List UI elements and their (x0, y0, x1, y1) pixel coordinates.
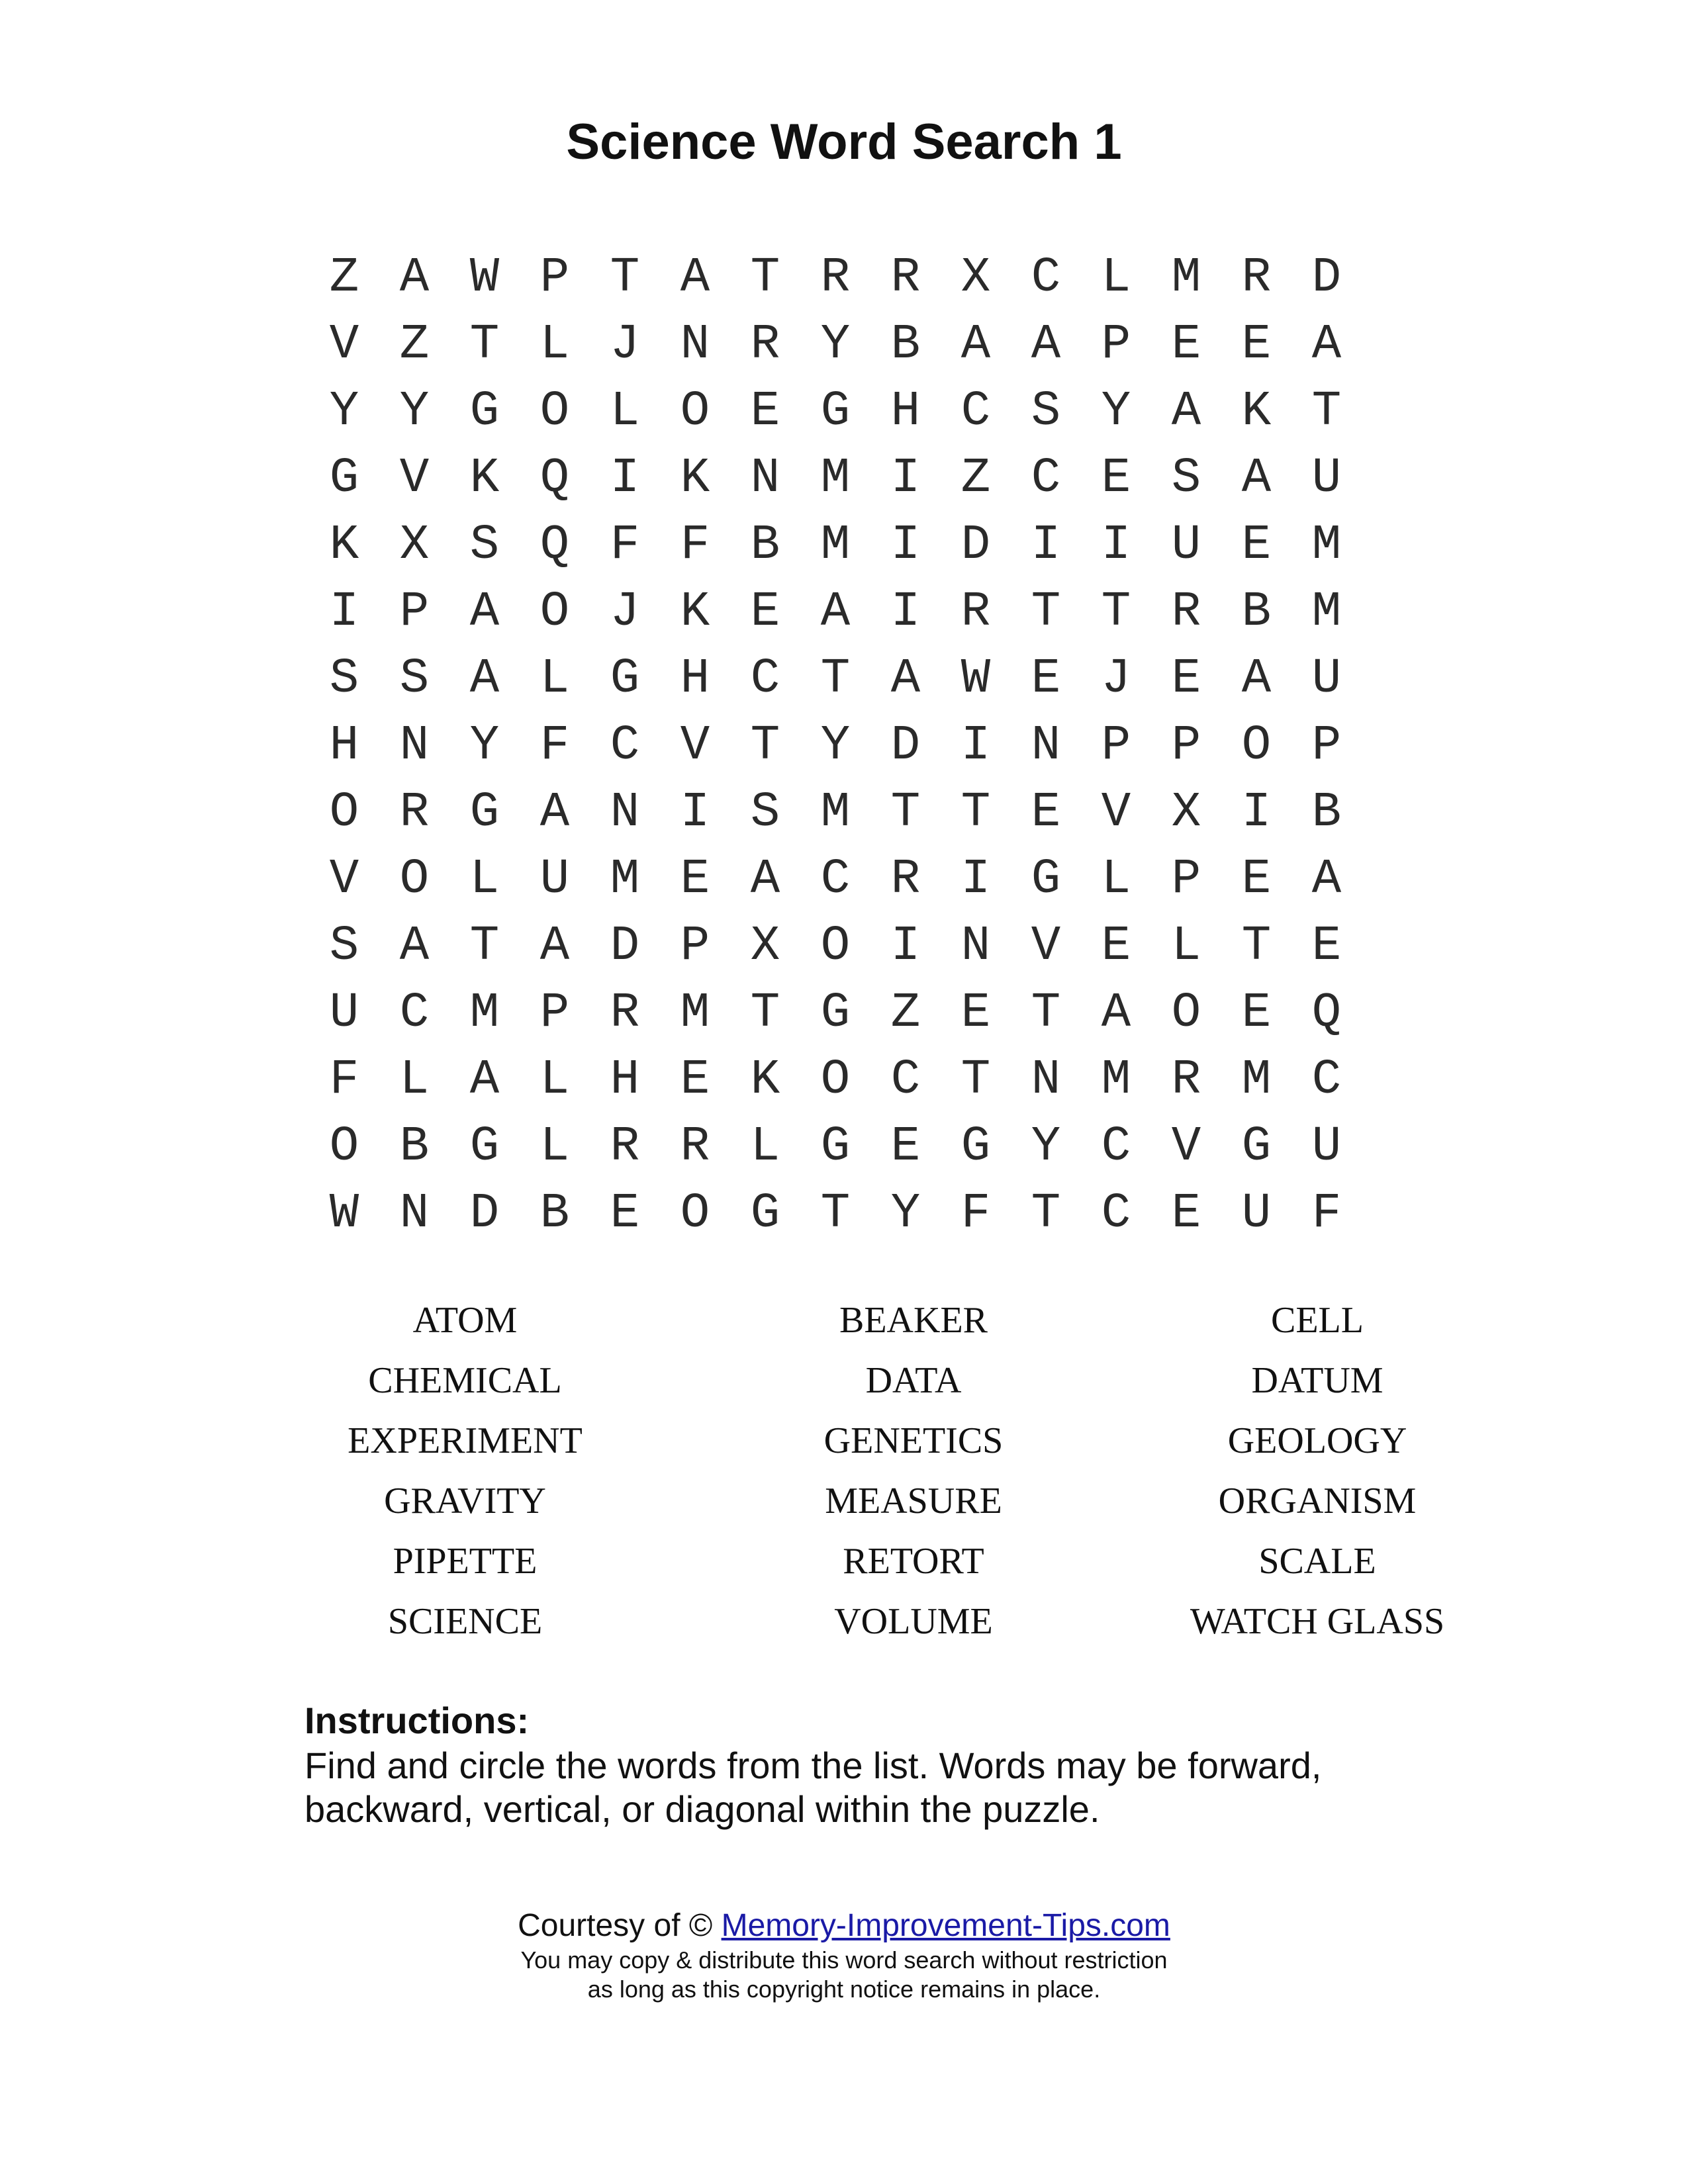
grid-letter: B (890, 317, 921, 373)
grid-letter: F (680, 518, 710, 573)
grid-letter: B (1241, 584, 1272, 640)
grid-letter: Z (961, 451, 991, 506)
word-list-item: ATOM (412, 1300, 518, 1341)
word-list-item: RETORT (843, 1541, 984, 1582)
grid-letter: E (750, 384, 780, 439)
grid-letter: G (469, 1119, 500, 1175)
grid-letter: J (610, 317, 640, 373)
grid-letter: G (1241, 1119, 1272, 1175)
grid-letter: V (1101, 785, 1131, 841)
memory-improvement-tips-link[interactable]: Memory-Improvement-Tips.com (721, 1908, 1170, 1943)
grid-row (309, 579, 1368, 646)
grid-letter: N (399, 1186, 430, 1242)
grid-letter: U (1311, 1119, 1342, 1175)
word-list (265, 1291, 1523, 1652)
grid-letter: E (961, 985, 991, 1041)
grid-letter: L (539, 317, 570, 373)
grid-letter: L (539, 1052, 570, 1108)
grid-letter: V (329, 317, 359, 373)
grid-letter: B (539, 1186, 570, 1242)
grid-letter: G (329, 451, 359, 506)
grid-letter: X (750, 919, 780, 974)
grid-row (309, 379, 1368, 445)
grid-letter: A (539, 919, 570, 974)
grid-letter: G (961, 1119, 991, 1175)
grid-letter: E (1241, 985, 1272, 1041)
grid-letter: S (469, 518, 500, 573)
grid-letter: R (820, 250, 851, 306)
word-list-item: BEAKER (839, 1300, 988, 1341)
grid-letter: O (329, 785, 359, 841)
grid-letter: S (329, 651, 359, 707)
grid-letter: M (1171, 250, 1201, 306)
grid-letter: R (1171, 1052, 1201, 1108)
grid-letter: Y (329, 384, 359, 439)
grid-letter: W (961, 651, 991, 707)
grid-letter: Y (1101, 384, 1131, 439)
grid-letter: Y (399, 384, 430, 439)
grid-row (309, 245, 1368, 312)
grid-letter: I (961, 718, 991, 774)
grid-letter: A (1171, 384, 1201, 439)
grid-letter: R (1171, 584, 1201, 640)
grid-letter: E (1031, 651, 1061, 707)
grid-letter: C (750, 651, 780, 707)
grid-letter: T (1031, 584, 1061, 640)
grid-letter: C (399, 985, 430, 1041)
grid-letter: N (961, 919, 991, 974)
grid-letter: J (610, 584, 640, 640)
grid-letter: G (610, 651, 640, 707)
grid-letter: O (1171, 985, 1201, 1041)
grid-letter: P (399, 584, 430, 640)
grid-letter: P (1171, 852, 1201, 907)
grid-letter: I (610, 451, 640, 506)
grid-letter: I (890, 584, 921, 640)
grid-row (309, 1114, 1368, 1181)
grid-row (309, 980, 1368, 1047)
grid-letter: T (820, 1186, 851, 1242)
grid-letter: R (890, 250, 921, 306)
grid-letter: N (610, 785, 640, 841)
grid-letter: E (1031, 785, 1061, 841)
grid-letter: A (399, 919, 430, 974)
grid-letter: I (329, 584, 359, 640)
grid-letter: Y (890, 1186, 921, 1242)
grid-letter: L (1101, 852, 1131, 907)
grid-letter: Q (539, 518, 570, 573)
word-list-item: VOLUME (834, 1601, 993, 1642)
grid-letter: F (961, 1186, 991, 1242)
grid-letter: T (1241, 919, 1272, 974)
grid-letter: M (820, 785, 851, 841)
grid-letter: H (890, 384, 921, 439)
grid-letter: P (1101, 718, 1131, 774)
grid-letter: P (680, 919, 710, 974)
grid-letter: Q (1311, 985, 1342, 1041)
grid-letter: Y (820, 317, 851, 373)
word-list-item: SCIENCE (387, 1601, 543, 1642)
grid-letter: T (610, 250, 640, 306)
grid-letter: Y (820, 718, 851, 774)
grid-letter: H (329, 718, 359, 774)
grid-letter: V (680, 718, 710, 774)
grid-letter: Y (469, 718, 500, 774)
grid-letter: R (1241, 250, 1272, 306)
grid-letter: C (890, 1052, 921, 1108)
grid-letter: T (469, 919, 500, 974)
grid-letter: S (750, 785, 780, 841)
grid-letter: N (1031, 1052, 1061, 1108)
grid-row (309, 646, 1368, 713)
grid-letter: P (1171, 718, 1201, 774)
grid-row (309, 312, 1368, 379)
grid-letter: A (469, 584, 500, 640)
grid-letter: T (469, 317, 500, 373)
grid-letter: F (1311, 1186, 1342, 1242)
grid-letter: R (680, 1119, 710, 1175)
grid-letter: T (890, 785, 921, 841)
grid-letter: T (750, 718, 780, 774)
grid-letter: A (680, 250, 710, 306)
grid-letter: O (680, 384, 710, 439)
footer (0, 1906, 1688, 2004)
grid-letter: L (1171, 919, 1201, 974)
grid-letter: O (539, 384, 570, 439)
grid-letter: T (1031, 985, 1061, 1041)
grid-letter: Q (539, 451, 570, 506)
word-list-item: WATCH GLASS (1190, 1601, 1445, 1642)
grid-letter: E (1171, 1186, 1201, 1242)
grid-letter: R (961, 584, 991, 640)
grid-letter: C (1031, 250, 1061, 306)
grid-letter: U (329, 985, 359, 1041)
grid-letter: E (890, 1119, 921, 1175)
grid-letter: D (469, 1186, 500, 1242)
grid-letter: D (890, 718, 921, 774)
grid-letter: K (750, 1052, 780, 1108)
grid-letter: G (750, 1186, 780, 1242)
grid-letter: U (1171, 518, 1201, 573)
grid-letter: C (1031, 451, 1061, 506)
grid-letter: T (961, 785, 991, 841)
grid-letter: T (750, 985, 780, 1041)
grid-letter: A (1241, 451, 1272, 506)
grid-letter: U (1241, 1186, 1272, 1242)
grid-letter: L (539, 651, 570, 707)
grid-row (309, 713, 1368, 780)
grid-letter: G (820, 985, 851, 1041)
grid-letter: E (680, 1052, 710, 1108)
grid-letter: T (1101, 584, 1131, 640)
grid-letter: T (820, 651, 851, 707)
word-list-column-2 (708, 1291, 1119, 1652)
grid-letter: K (680, 451, 710, 506)
grid-letter: M (1311, 518, 1342, 573)
grid-letter: O (329, 1119, 359, 1175)
grid-letter: U (1311, 451, 1342, 506)
grid-letter: D (961, 518, 991, 573)
word-list-item: CELL (1271, 1300, 1364, 1341)
grid-letter: M (1101, 1052, 1131, 1108)
grid-letter: L (1101, 250, 1131, 306)
grid-letter: K (1241, 384, 1272, 439)
grid-letter: A (890, 651, 921, 707)
grid-letter: K (680, 584, 710, 640)
word-list-column-1 (298, 1291, 632, 1652)
grid-letter: E (1241, 518, 1272, 573)
grid-letter: L (750, 1119, 780, 1175)
grid-letter: N (1031, 718, 1061, 774)
grid-letter: O (539, 584, 570, 640)
grid-letter: A (750, 852, 780, 907)
grid-letter: E (1171, 651, 1201, 707)
grid-letter: C (1101, 1186, 1131, 1242)
grid-letter: I (1101, 518, 1131, 573)
grid-letter: P (1101, 317, 1131, 373)
grid-letter: K (469, 451, 500, 506)
grid-row (309, 780, 1368, 846)
grid-letter: B (750, 518, 780, 573)
grid-letter: W (469, 250, 500, 306)
grid-letter: D (610, 919, 640, 974)
grid-letter: C (1101, 1119, 1131, 1175)
grid-letter: D (1311, 250, 1342, 306)
grid-letter: G (820, 1119, 851, 1175)
word-list-column-3 (1112, 1291, 1523, 1652)
grid-letter: O (820, 1052, 851, 1108)
grid-letter: C (820, 852, 851, 907)
grid-letter: A (539, 785, 570, 841)
grid-letter: G (469, 785, 500, 841)
grid-letter: X (399, 518, 430, 573)
grid-letter: O (680, 1186, 710, 1242)
grid-letter: I (680, 785, 710, 841)
word-list-item: EXPERIMENT (348, 1420, 583, 1461)
word-search-grid (309, 245, 1368, 1248)
grid-letter: H (680, 651, 710, 707)
grid-letter: I (1241, 785, 1272, 841)
instructions-heading: Instructions: (305, 1700, 530, 1741)
grid-letter: T (1031, 1186, 1061, 1242)
grid-letter: A (399, 250, 430, 306)
copyright-note-line-1: You may copy & distribute this word search without restriction (520, 1946, 1168, 1974)
grid-letter: I (890, 919, 921, 974)
grid-letter: G (1031, 852, 1061, 907)
grid-letter: A (1311, 317, 1342, 373)
grid-letter: U (539, 852, 570, 907)
grid-letter: X (961, 250, 991, 306)
grid-letter: E (750, 584, 780, 640)
grid-row (309, 1181, 1368, 1248)
grid-letter: A (961, 317, 991, 373)
grid-letter: T (750, 250, 780, 306)
grid-letter: R (610, 1119, 640, 1175)
grid-letter: M (1311, 584, 1342, 640)
grid-row (309, 846, 1368, 913)
instructions (305, 1698, 1430, 1831)
grid-letter: S (1031, 384, 1061, 439)
grid-letter: X (1171, 785, 1201, 841)
grid-letter: F (610, 518, 640, 573)
grid-letter: S (399, 651, 430, 707)
grid-row (309, 445, 1368, 512)
grid-letter: M (820, 518, 851, 573)
grid-letter: G (820, 384, 851, 439)
grid-letter: R (610, 985, 640, 1041)
grid-letter: A (1311, 852, 1342, 907)
grid-letter: K (329, 518, 359, 573)
grid-letter: M (1241, 1052, 1272, 1108)
grid-letter: S (1171, 451, 1201, 506)
grid-letter: A (1241, 651, 1272, 707)
word-list-item: GRAVITY (384, 1480, 546, 1522)
grid-letter: R (890, 852, 921, 907)
grid-letter: R (750, 317, 780, 373)
grid-letter: L (399, 1052, 430, 1108)
word-list-item: SCALE (1258, 1541, 1376, 1582)
grid-letter: J (1101, 651, 1131, 707)
grid-letter: R (399, 785, 430, 841)
grid-letter: U (1311, 651, 1342, 707)
grid-letter: V (1031, 919, 1061, 974)
grid-letter: B (1311, 785, 1342, 841)
grid-letter: V (399, 451, 430, 506)
grid-letter: C (1311, 1052, 1342, 1108)
grid-letter: T (961, 1052, 991, 1108)
grid-letter: Z (399, 317, 430, 373)
grid-letter: G (469, 384, 500, 439)
instructions-line-1: Find and circle the words from the list. Words may be forward, (305, 1745, 1322, 1786)
grid-letter: A (820, 584, 851, 640)
grid-letter: M (469, 985, 500, 1041)
grid-letter: I (1031, 518, 1061, 573)
grid-letter: L (539, 1119, 570, 1175)
grid-letter: I (961, 852, 991, 907)
grid-letter: E (1311, 919, 1342, 974)
grid-letter: N (750, 451, 780, 506)
grid-letter: P (539, 985, 570, 1041)
grid-letter: N (680, 317, 710, 373)
grid-row (309, 512, 1368, 579)
grid-letter: Y (1031, 1119, 1061, 1175)
grid-letter: E (680, 852, 710, 907)
grid-letter: E (1101, 451, 1131, 506)
word-list-item: GENETICS (823, 1420, 1004, 1461)
grid-letter: O (1241, 718, 1272, 774)
word-list-item: DATUM (1251, 1360, 1383, 1401)
grid-letter: W (329, 1186, 359, 1242)
grid-letter: B (399, 1119, 430, 1175)
courtesy-line (0, 1906, 1688, 1946)
grid-letter: C (610, 718, 640, 774)
grid-letter: V (1171, 1119, 1201, 1175)
grid-letter: E (1241, 852, 1272, 907)
word-list-item: DATA (865, 1360, 962, 1401)
word-list-item: ORGANISM (1218, 1480, 1417, 1522)
grid-letter: Z (890, 985, 921, 1041)
grid-letter: L (610, 384, 640, 439)
grid-letter: Z (329, 250, 359, 306)
copyright-note-line-2: as long as this copyright notice remains in place. (587, 1976, 1101, 2003)
grid-letter: F (329, 1052, 359, 1108)
grid-letter: A (469, 651, 500, 707)
page-title: Science Word Search 1 (566, 114, 1122, 170)
grid-letter: E (610, 1186, 640, 1242)
grid-letter: P (1311, 718, 1342, 774)
grid-letter: M (820, 451, 851, 506)
grid-letter: C (961, 384, 991, 439)
grid-letter: A (1031, 317, 1061, 373)
grid-letter: N (399, 718, 430, 774)
grid-letter: L (469, 852, 500, 907)
grid-letter: M (680, 985, 710, 1041)
grid-letter: I (890, 518, 921, 573)
word-list-item: GEOLOGY (1227, 1420, 1407, 1461)
grid-row (309, 913, 1368, 980)
grid-letter: A (1101, 985, 1131, 1041)
grid-letter: E (1241, 317, 1272, 373)
grid-letter: T (1311, 384, 1342, 439)
grid-row (309, 1047, 1368, 1114)
grid-letter: E (1101, 919, 1131, 974)
word-list-item: PIPETTE (393, 1541, 538, 1582)
grid-letter: P (539, 250, 570, 306)
courtesy-prefix: Courtesy of © (518, 1908, 722, 1943)
grid-letter: F (539, 718, 570, 774)
grid-letter: E (1171, 317, 1201, 373)
grid-letter: I (890, 451, 921, 506)
word-list-item: MEASURE (825, 1480, 1002, 1522)
grid-letter: V (329, 852, 359, 907)
grid-letter: A (469, 1052, 500, 1108)
word-list-item: CHEMICAL (368, 1360, 562, 1401)
grid-letter: O (820, 919, 851, 974)
grid-letter: O (399, 852, 430, 907)
grid-letter: M (610, 852, 640, 907)
grid-letter: S (329, 919, 359, 974)
instructions-line-2: backward, vertical, or diagonal within the puzzle. (305, 1788, 1100, 1830)
grid-letter: H (610, 1052, 640, 1108)
